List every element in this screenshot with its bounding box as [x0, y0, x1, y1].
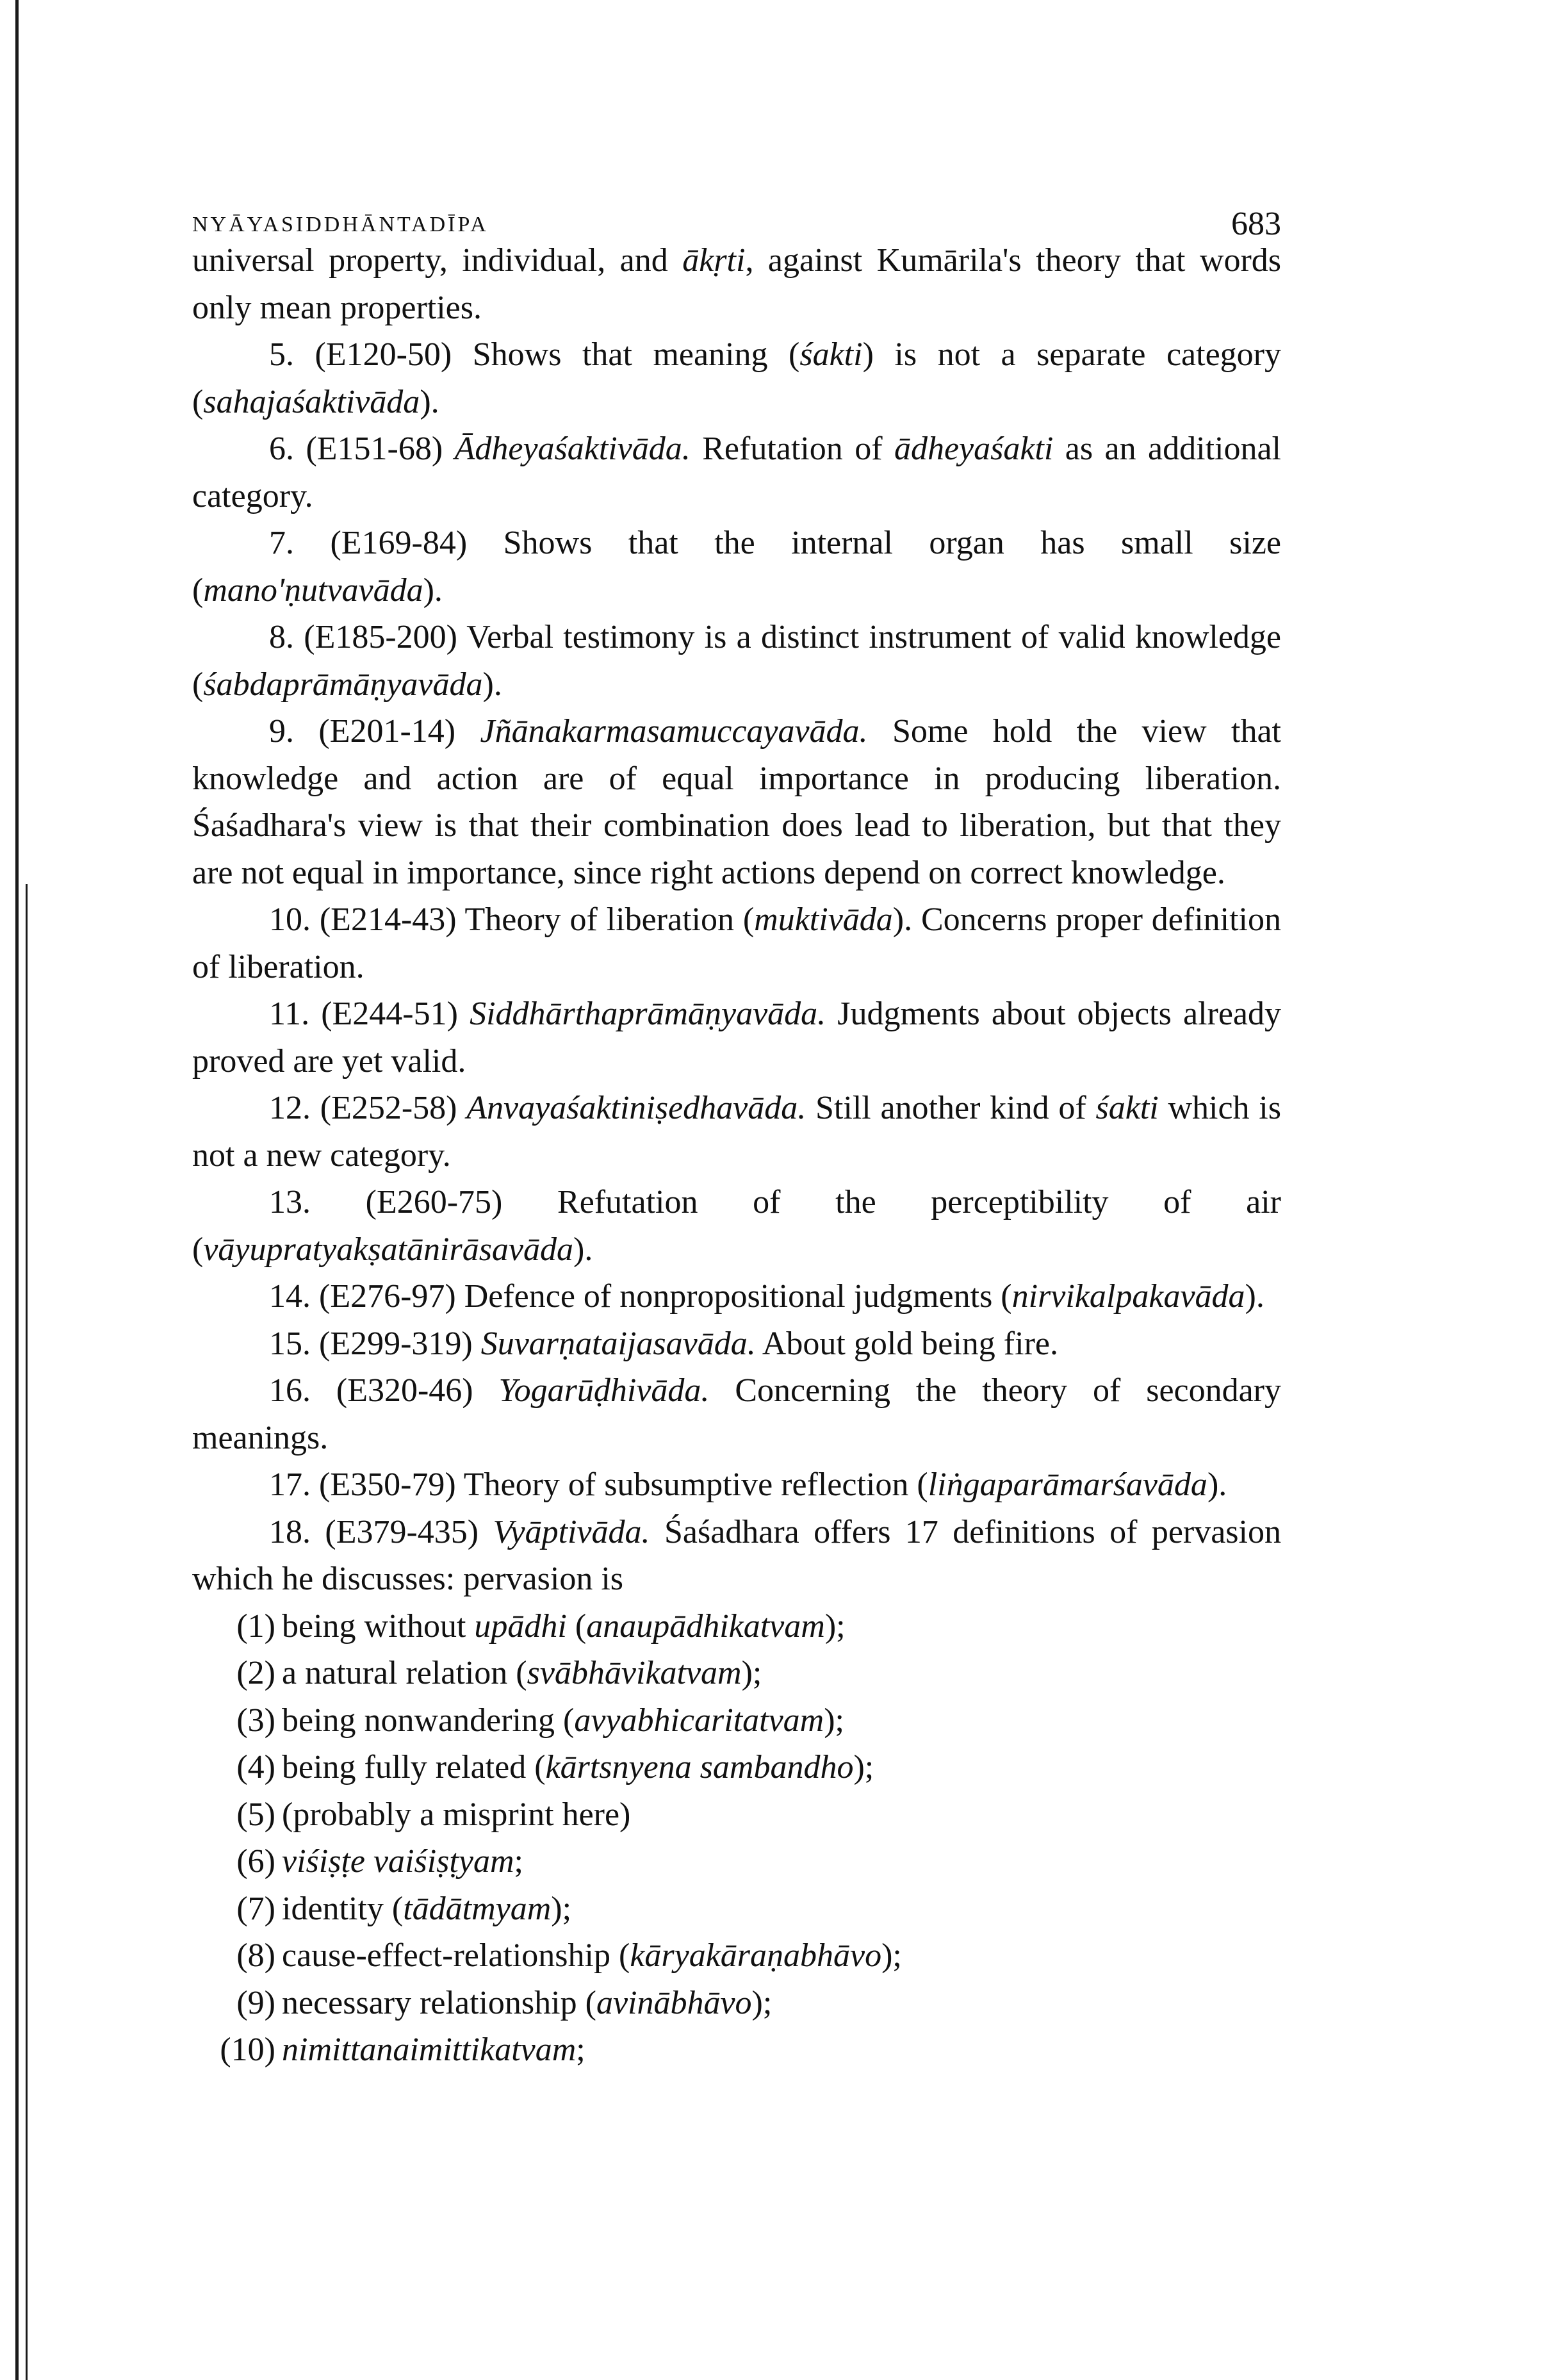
entry-text: universal property, individual, and [192, 242, 683, 279]
italic-term: ādheyaśakti [894, 431, 1054, 467]
italic-term: Jñānakarmasamuccayavāda. [480, 713, 868, 750]
entry-text: (E379-435) [311, 1513, 493, 1550]
italic-term: Suvarṇataijasavāda. [480, 1325, 756, 1362]
italic-term: nimittanaimittikatvam [282, 2031, 577, 2068]
italic-term: śakti [1095, 1090, 1159, 1126]
entry-text: Concerning the theory of secondary meanings. [192, 1372, 1282, 1456]
entry-paragraph [192, 1085, 1281, 1179]
entry-text: About gold being fire. [755, 1325, 1058, 1362]
entry-paragraph [192, 425, 1281, 520]
italic-term: sahajaśaktivāda [203, 383, 420, 420]
italic-term: Ādheyaśaktivāda. [454, 431, 691, 467]
italic-term: anaupādhikatvam [586, 1607, 825, 1645]
entry-number: 15. [269, 1325, 311, 1362]
entry-number: 7. [269, 525, 294, 561]
entry-text: (E214-43) Theory of liberation ( [311, 901, 755, 938]
definition-item [192, 1980, 1281, 2027]
italic-term: vāyupratyakṣatānirāsavāda [203, 1231, 574, 1268]
definition-item [192, 1838, 1281, 1885]
italic-term: Siddhārthaprāmāṇyavāda. [470, 996, 826, 1032]
italic-term: śabdaprāmāṇyavāda [203, 666, 483, 703]
definition-text: ); [824, 1607, 846, 1645]
entry-text: ). [482, 666, 502, 703]
entry-text: (E276-97) Defence of nonpropositional judgments ( [311, 1278, 1012, 1315]
definition-item [192, 1744, 1281, 1791]
definition-text: a natural relation ( [282, 1655, 527, 1691]
definition-text: identity ( [282, 1890, 404, 1927]
italic-term: Vyāptivāda. [493, 1513, 650, 1550]
entry-text: ). [573, 1231, 593, 1268]
italic-term: mano'ṇutvavāda [203, 571, 423, 609]
entry-text: Still another kind of [806, 1090, 1096, 1126]
entry-paragraph [192, 896, 1281, 990]
entry-paragraph [192, 1320, 1281, 1368]
definition-text: ( [566, 1607, 587, 1645]
entry-text: (E185-200) Verbal testimony is a distinct instrument of valid knowledge ( [192, 619, 1281, 703]
entry-text: (E299-319) [311, 1325, 481, 1362]
definition-text: cause-effect-relationship ( [282, 1937, 630, 1974]
entry-text: Some hold the view that knowledge and action are of equal importance in producing liberation. Śaśadhara's view is that their combination does lead to liberation, but that they are not equal in importance, since right actions depend on correct knowledge. [192, 713, 1281, 891]
entry-text: (E120-50) Shows that meaning ( [294, 336, 800, 373]
entry-text: (E320-46) [311, 1372, 499, 1409]
definition-text: ; [576, 2031, 585, 2068]
definition-number: (4) [236, 1749, 275, 1785]
entry-text: ) is not a separate category ( [192, 336, 1281, 420]
definition-number: (1) [236, 1607, 275, 1645]
italic-term: nirvikalpakavāda [1011, 1278, 1245, 1315]
italic-term: avyabhicaritatvam [574, 1702, 824, 1739]
entry-paragraph [192, 1179, 1281, 1273]
entry-list [192, 237, 1281, 1603]
definition-number: (8) [236, 1937, 275, 1974]
definition-number: (9) [236, 1984, 275, 2021]
entry-text: ). [1207, 1466, 1227, 1503]
entry-number: 5. [269, 336, 294, 373]
italic-term: śakti [799, 336, 863, 373]
definition-number: (5) [236, 1796, 275, 1833]
italic-term: muktivāda [754, 901, 893, 938]
definition-text: being fully related ( [282, 1749, 546, 1785]
book-page [192, 186, 1281, 2074]
entry-number: 10. [269, 901, 311, 938]
definition-text: ); [824, 1702, 844, 1739]
entry-number: 11. [269, 996, 310, 1032]
page-header [192, 186, 1281, 242]
definition-item [192, 1885, 1281, 1933]
entry-text: (E169-84) Shows that the internal organ has small size ( [192, 525, 1281, 609]
italic-term: kārtsnyena sambandho [545, 1749, 854, 1785]
entry-text: which is not a new category. [192, 1090, 1281, 1174]
definition-text: ); [853, 1749, 874, 1785]
page-number: 683 [1231, 206, 1281, 242]
scan-margin-line [26, 884, 28, 2380]
italic-term: Yogarūḍhivāda. [498, 1372, 710, 1409]
italic-term: ākṛti [682, 242, 746, 279]
running-title: NYĀYASIDDHĀNTADĪPA [192, 213, 489, 236]
entry-paragraph [192, 1273, 1281, 1320]
entry-number: 14. [269, 1278, 311, 1315]
entry-text: ). [423, 571, 443, 609]
definition-text: ); [741, 1655, 762, 1691]
definition-text: ); [551, 1890, 572, 1927]
italic-term: Anvayaśaktiniṣedhavāda. [466, 1090, 806, 1126]
italic-term: svābhāvikatvam [527, 1655, 742, 1691]
entry-paragraph [192, 1367, 1281, 1461]
definition-number: (2) [236, 1655, 275, 1691]
entry-paragraph [192, 1509, 1281, 1603]
definition-item [192, 1932, 1281, 1980]
entry-number: 16. [269, 1372, 311, 1409]
entry-text: Śaśadhara offers 17 definitions of pervasion which he discusses: pervasion is [192, 1513, 1281, 1597]
definition-item [192, 2026, 1281, 2074]
definition-text: (probably a misprint here) [282, 1796, 631, 1833]
entry-text: as an additional category. [192, 431, 1281, 514]
definition-text: necessary relationship ( [282, 1984, 596, 2021]
italic-term: liṅgaparāmarśavāda [928, 1466, 1207, 1503]
definition-number: (10) [220, 2031, 275, 2068]
definition-text: ); [751, 1984, 773, 2021]
entry-number: 6. [269, 431, 294, 467]
entry-text: (E244-51) [309, 996, 470, 1032]
definition-item [192, 1791, 1281, 1839]
page-body [192, 237, 1281, 2074]
definition-list [192, 1603, 1281, 2074]
scan-margin-line [15, 0, 19, 2380]
italic-term: avinābhāvo [596, 1984, 752, 2021]
entry-text: ). [420, 383, 439, 420]
entry-paragraph [192, 708, 1281, 896]
entry-text: ). Concerns proper definition of liberation. [192, 901, 1281, 985]
definition-number: (6) [236, 1843, 275, 1880]
entry-text: ). [1245, 1278, 1264, 1315]
entry-number: 12. [269, 1090, 311, 1126]
definition-text: ; [514, 1843, 523, 1880]
entry-text: Refutation of [690, 431, 894, 467]
entry-number: 8. [269, 619, 294, 655]
entry-text: (E201-14) [294, 713, 480, 750]
entry-text: , against Kumārila's theory that words only mean properties. [192, 242, 1281, 326]
entry-paragraph [192, 614, 1281, 708]
entry-number: 9. [269, 713, 294, 750]
entry-paragraph [192, 1461, 1281, 1509]
definition-item [192, 1697, 1281, 1744]
entry-number: 13. [269, 1184, 311, 1220]
entry-text: (E151-68) [294, 431, 455, 467]
entry-paragraph [192, 331, 1281, 425]
definition-text: ); [881, 1937, 902, 1974]
entry-number: 17. [269, 1466, 311, 1503]
entry-text: (E252-58) [311, 1090, 467, 1126]
entry-paragraph [192, 520, 1281, 614]
definition-item [192, 1603, 1281, 1650]
entry-text: (E350-79) Theory of subsumptive reflection ( [311, 1466, 928, 1503]
italic-term: kāryakāraṇabhāvo [630, 1937, 882, 1974]
definition-text: being without [282, 1607, 475, 1645]
definition-number: (3) [236, 1702, 275, 1739]
definition-item [192, 1650, 1281, 1697]
italic-term: upādhi [474, 1607, 567, 1645]
entry-paragraph [192, 237, 1281, 331]
italic-term: viśiṣṭe vaiśiṣṭyam [282, 1843, 514, 1880]
entry-paragraph [192, 990, 1281, 1085]
definition-number: (7) [236, 1890, 275, 1927]
definition-text: being nonwandering ( [282, 1702, 575, 1739]
entry-number: 18. [269, 1513, 311, 1550]
entry-text: Judgments about objects already proved are yet valid. [192, 996, 1281, 1079]
italic-term: tādātmyam [403, 1890, 552, 1927]
entry-text: (E260-75) Refutation of the perceptibility of air ( [192, 1184, 1281, 1268]
